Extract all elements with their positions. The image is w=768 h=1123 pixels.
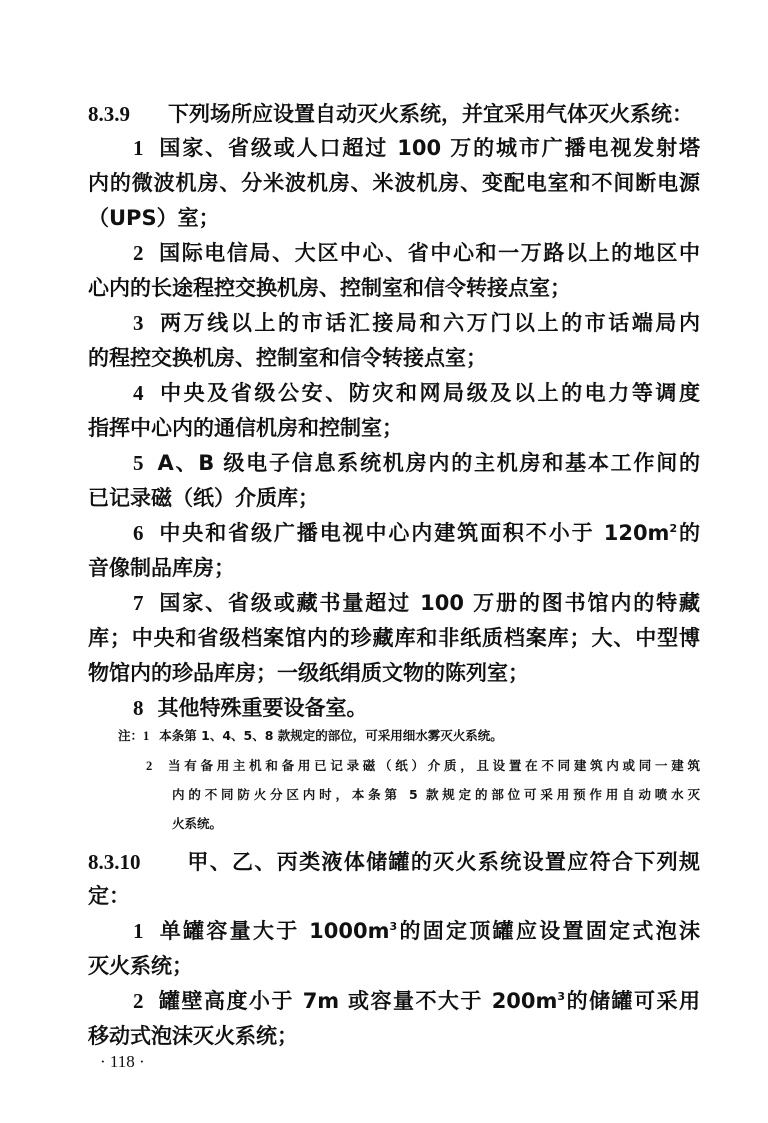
note-2-line-1 — [146, 755, 700, 777]
item-4-line-1 — [133, 376, 700, 410]
s8310-item-2-line-2: 移动式泡沫灭火系统； — [88, 1024, 298, 1048]
superscript-exponent: 2 — [669, 522, 678, 535]
item-7-line-3: 物馆内的珍品库房；一级纸绢质文物的陈列室； — [88, 661, 529, 685]
item-text: 其他特殊重要设备室。 — [157, 696, 368, 720]
clause-8-3-10-heading-line-2: 定： — [88, 884, 130, 908]
note-2-line-2: 内的不同防火分区内时，本条第 5 款规定的部位可采用预作用自动喷水灭 — [172, 787, 700, 802]
item-text: 中央和省级广播电视中心内建筑面积不小于 120m — [157, 521, 670, 545]
item-1-line-2: 内的微波机房、分米波机房、米波机房、变配电室和不间断电源 — [88, 171, 700, 195]
superscript-exponent: 3 — [389, 920, 398, 933]
item-4-line-2: 指挥中心内的通信机房和控制室； — [88, 416, 403, 440]
item-number: 7 — [133, 591, 144, 615]
item-2-line-2: 心内的长途程控交换机房、控制室和信令转接点室； — [88, 276, 571, 300]
item-text: 罐壁高度小于 7m 或容量不大于 200m — [157, 989, 558, 1013]
item-text: 国家、省级或藏书量超过 100 万册的图书馆内的特藏 — [157, 591, 700, 615]
item-number: 2 — [133, 989, 144, 1013]
clause-8-3-10-heading — [88, 845, 700, 879]
item-3-line-2: 的程控交换机房、控制室和信令转接点室； — [88, 346, 487, 370]
item-number: 3 — [133, 311, 144, 335]
clause-number: 8.3.9 — [88, 102, 130, 126]
item-text: 国家、省级或人口超过 100 万的城市广播电视发射塔 — [157, 136, 700, 160]
note-text: 当有备用主机和备用已记录磁（纸）介质，且设置在不同建筑内或同一建筑 — [164, 758, 700, 773]
superscript-exponent: 3 — [557, 990, 566, 1003]
item-number: 8 — [133, 696, 144, 720]
note-text: 本条第 1、4、5、8 款规定的部位，可采用细水雾灭火系统。 — [159, 728, 503, 743]
item-number: 2 — [133, 241, 144, 265]
item-text-tail: 的固定顶罐应设置固定式泡沫 — [397, 919, 701, 943]
item-number: 5 — [133, 451, 144, 475]
item-7-line-2: 库；中央和省级档案馆内的珍藏库和非纸质档案库；大、中型博 — [88, 626, 700, 650]
item-number: 6 — [133, 521, 144, 545]
item-3-line-1 — [133, 306, 700, 340]
item-text-tail: 的储罐可采用 — [565, 989, 700, 1013]
page-number: · 118 · — [100, 1052, 145, 1071]
note-number: 1 — [143, 729, 150, 743]
item-5-line-2: 已记录磁（纸）介质库； — [88, 486, 319, 510]
item-text: 单罐容量大于 1000m — [157, 919, 390, 943]
item-number: 1 — [133, 136, 144, 160]
clause-heading-text: 下列场所应设置自动灭火系统，并宜采用气体灭火系统： — [168, 102, 693, 126]
item-6-line-2: 音像制品库房； — [88, 556, 235, 580]
item-2-line-1 — [133, 236, 700, 270]
item-text: 中央及省级公安、防灾和网局级及以上的电力等调度 — [157, 381, 700, 405]
item-1-line-3: （UPS）室； — [88, 206, 220, 230]
s8310-item-1-line-2: 灭火系统； — [88, 954, 193, 978]
s8310-item-1-line-1 — [133, 914, 700, 948]
clause-number: 8.3.10 — [88, 850, 141, 874]
item-5-line-1 — [133, 446, 700, 480]
note-2-line-3: 火系统。 — [172, 816, 223, 831]
item-1-line-1 — [133, 131, 700, 165]
s8310-item-2-line-1 — [133, 984, 700, 1018]
clause-heading-text: 甲、乙、丙类液体储罐的灭火系统设置应符合下列规 — [186, 850, 700, 874]
note-label: 注： — [118, 728, 144, 743]
item-text: A、B 级电子信息系统机房内的主机房和基本工作间的 — [157, 451, 700, 475]
item-7-line-1 — [133, 586, 700, 620]
item-8-line-1 — [133, 691, 700, 725]
item-text: 两万线以上的市话汇接局和六万门以上的市话端局内 — [157, 311, 700, 335]
item-text-tail: 的 — [677, 521, 701, 545]
item-number: 1 — [133, 919, 144, 943]
item-text: 国际电信局、大区中心、省中心和一万路以上的地区中 — [157, 241, 700, 265]
item-number: 4 — [133, 381, 144, 405]
note-1 — [118, 725, 503, 747]
item-6-line-1 — [133, 516, 700, 550]
note-number: 2 — [146, 759, 153, 773]
clause-8-3-9-heading — [88, 97, 700, 131]
